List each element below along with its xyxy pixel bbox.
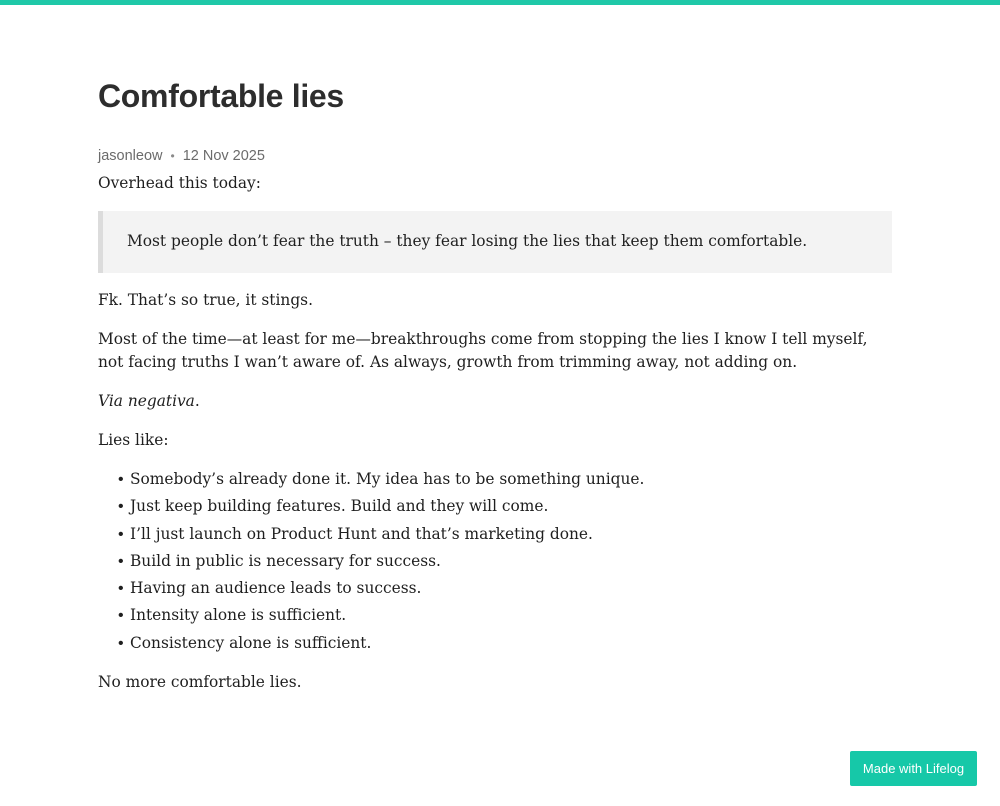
lies-list xyxy=(118,468,644,659)
list-item: • Build in public is necessary for success. xyxy=(118,550,644,577)
via-negativa-emphasis: Via negativa xyxy=(98,392,195,410)
made-with-lifelog-button[interactable]: Made with Lifelog xyxy=(850,751,977,786)
quote-text: Most people don’t fear the truth – they fear losing the lies that keep them comfortable. xyxy=(127,232,808,250)
reaction-paragraph: Fk. That’s so true, it stings. xyxy=(98,291,313,309)
list-item: • Intensity alone is sufficient. xyxy=(118,604,644,631)
top-accent-bar xyxy=(0,0,1000,5)
post-meta xyxy=(98,146,265,166)
list-item: • Somebody’s already done it. My idea has to be something unique. xyxy=(118,468,644,495)
reflection-paragraph: Most of the time—at least for me—breakthroughs come from stopping the lies I know I tell myself, not facing truths I wan’t aware of. As always, growth from trimming away, not adding on. xyxy=(98,330,868,371)
intro-paragraph: Overhead this today: xyxy=(98,174,261,192)
list-item: • Just keep building features. Build and they will come. xyxy=(118,495,644,522)
post-date: 12 Nov 2025 xyxy=(182,148,265,164)
author-link[interactable]: jasonleow xyxy=(98,148,163,164)
list-item: • I’ll just launch on Product Hunt and that’s marketing done. xyxy=(118,523,644,550)
list-item: • Consistency alone is sufficient. xyxy=(118,632,644,659)
closing-paragraph: No more comfortable lies. xyxy=(98,673,302,691)
meta-separator: • xyxy=(170,149,175,163)
via-negativa-paragraph xyxy=(98,390,200,413)
via-negativa-period: . xyxy=(194,392,200,410)
lies-intro-paragraph: Lies like: xyxy=(98,431,169,449)
blockquote xyxy=(98,211,892,273)
list-item: • Having an audience leads to success. xyxy=(118,577,644,604)
post-title: Comfortable lies xyxy=(98,78,344,114)
